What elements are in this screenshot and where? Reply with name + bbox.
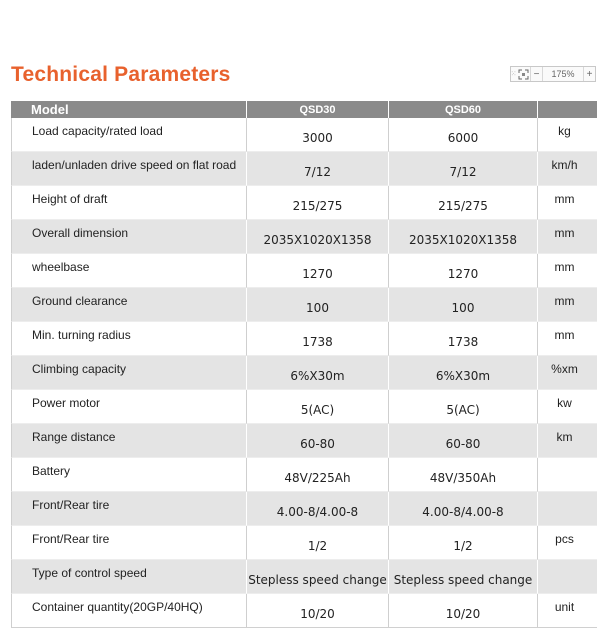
unit-text: mm: [554, 225, 575, 240]
unit-text: unit: [554, 599, 575, 614]
qsd30-value-cell: 10/20: [247, 594, 389, 628]
qsd60-value-cell: 48V/350Ah: [389, 458, 538, 492]
param-name-text: Climbing capacity: [32, 361, 127, 376]
unit-text: km: [556, 429, 573, 444]
qsd60-value-cell: Stepless speed change: [389, 560, 538, 594]
unit-text: %xm: [551, 361, 578, 376]
qsd60-value-cell: 1738: [389, 322, 538, 356]
parameters-table: [11, 101, 597, 628]
param-name-text: Height of draft: [32, 191, 108, 206]
table-row: [11, 118, 597, 152]
unit-cell: [538, 118, 597, 152]
param-name-text: Type of control speed: [32, 565, 147, 580]
unit-cell: [538, 288, 597, 322]
param-name-cell: [11, 152, 247, 186]
param-name-cell: [11, 356, 247, 390]
qsd30-value-cell: 4.00-8/4.00-8: [247, 492, 389, 526]
table-row: [11, 186, 597, 220]
unit-text: mm: [554, 191, 575, 206]
qsd30-value-cell: 6%X30m: [247, 356, 389, 390]
qsd60-value-cell: 6%X30m: [389, 356, 538, 390]
qsd30-value-cell: 100: [247, 288, 389, 322]
qsd30-value-cell: 215/275: [247, 186, 389, 220]
param-name-text: Load capacity/rated load: [32, 123, 163, 138]
param-name-cell: [11, 560, 247, 594]
unit-text: mm: [554, 259, 575, 274]
param-name-cell: [11, 424, 247, 458]
fit-to-screen-icon[interactable]: [516, 67, 530, 81]
param-name-cell: [11, 118, 247, 152]
qsd60-value-cell: 60-80: [389, 424, 538, 458]
unit-cell: [538, 458, 597, 492]
param-name-cell: [11, 322, 247, 356]
qsd30-value-cell: 60-80: [247, 424, 389, 458]
table-row: [11, 492, 597, 526]
table-body: [11, 118, 597, 628]
qsd60-value-cell: 215/275: [389, 186, 538, 220]
table-row: [11, 220, 597, 254]
param-name-text: Front/Rear tire: [32, 531, 110, 546]
qsd60-value-cell: 6000: [389, 118, 538, 152]
page-title: Technical Parameters: [11, 63, 231, 86]
table-row: [11, 594, 597, 628]
zoom-level: 175%: [542, 67, 583, 81]
unit-text: km/h: [551, 157, 578, 172]
header-qsd30: QSD30: [247, 101, 389, 118]
table-header-row: [11, 101, 597, 118]
unit-cell: [538, 424, 597, 458]
unit-cell: [538, 594, 597, 628]
qsd60-value-cell: 2035X1020X1358: [389, 220, 538, 254]
param-name-cell: [11, 458, 247, 492]
unit-text: kg: [558, 123, 571, 138]
table-row: [11, 458, 597, 492]
table-row: [11, 560, 597, 594]
qsd60-value-cell: 10/20: [389, 594, 538, 628]
unit-cell: [538, 492, 597, 526]
param-name-cell: [11, 390, 247, 424]
qsd30-value-cell: Stepless speed change: [247, 560, 389, 594]
unit-cell: [538, 254, 597, 288]
table-row: [11, 288, 597, 322]
table-row: [11, 526, 597, 560]
qsd30-value-cell: 1/2: [247, 526, 389, 560]
table-row: [11, 254, 597, 288]
param-name-cell: [11, 220, 247, 254]
unit-cell: [538, 322, 597, 356]
param-name-cell: [11, 288, 247, 322]
qsd30-value-cell: 5(AC): [247, 390, 389, 424]
table-row: [11, 390, 597, 424]
param-name-cell: [11, 492, 247, 526]
param-name-text: Front/Rear tire: [32, 497, 110, 512]
qsd30-value-cell: 1270: [247, 254, 389, 288]
qsd60-value-cell: 100: [389, 288, 538, 322]
param-name-text: Overall dimension: [32, 225, 129, 240]
param-name-cell: [11, 254, 247, 288]
table-row: [11, 424, 597, 458]
param-name-cell: [11, 186, 247, 220]
param-name-text: Power motor: [32, 395, 101, 410]
zoom-out-button[interactable]: −: [530, 67, 542, 81]
param-name-text: Battery: [32, 463, 71, 478]
unit-cell: [538, 152, 597, 186]
param-name-cell: [11, 594, 247, 628]
zoom-in-button[interactable]: +: [583, 67, 595, 81]
qsd30-value-cell: 7/12: [247, 152, 389, 186]
param-name-text: Range distance: [32, 429, 116, 444]
unit-text: mm: [554, 293, 575, 308]
unit-cell: [538, 390, 597, 424]
drag-handle-icon[interactable]: ⁙: [510, 71, 517, 78]
unit-cell: [538, 186, 597, 220]
header-model: Model: [11, 101, 247, 118]
zoom-toolbar: [510, 66, 596, 82]
table-row: [11, 322, 597, 356]
unit-text: mm: [554, 327, 575, 342]
table-row: [11, 152, 597, 186]
unit-cell: [538, 220, 597, 254]
header-unit: [538, 101, 597, 118]
qsd60-value-cell: 5(AC): [389, 390, 538, 424]
qsd60-value-cell: 1270: [389, 254, 538, 288]
unit-cell: [538, 526, 597, 560]
param-name-text: Min. turning radius: [32, 327, 131, 342]
qsd30-value-cell: 2035X1020X1358: [247, 220, 389, 254]
qsd30-value-cell: 3000: [247, 118, 389, 152]
qsd60-value-cell: 4.00-8/4.00-8: [389, 492, 538, 526]
param-name-text: wheelbase: [32, 259, 90, 274]
qsd30-value-cell: 48V/225Ah: [247, 458, 389, 492]
unit-cell: [538, 356, 597, 390]
unit-cell: [538, 560, 597, 594]
table-row: [11, 356, 597, 390]
qsd60-value-cell: 1/2: [389, 526, 538, 560]
param-name-cell: [11, 526, 247, 560]
param-name-text: laden/unladen drive speed on flat road: [32, 157, 237, 172]
param-name-text: Container quantity(20GP/40HQ): [32, 599, 203, 614]
header-qsd60: QSD60: [389, 101, 538, 118]
param-name-text: Ground clearance: [32, 293, 128, 308]
unit-text: pcs: [555, 531, 574, 546]
unit-text: kw: [557, 395, 572, 410]
qsd60-value-cell: 7/12: [389, 152, 538, 186]
qsd30-value-cell: 1738: [247, 322, 389, 356]
